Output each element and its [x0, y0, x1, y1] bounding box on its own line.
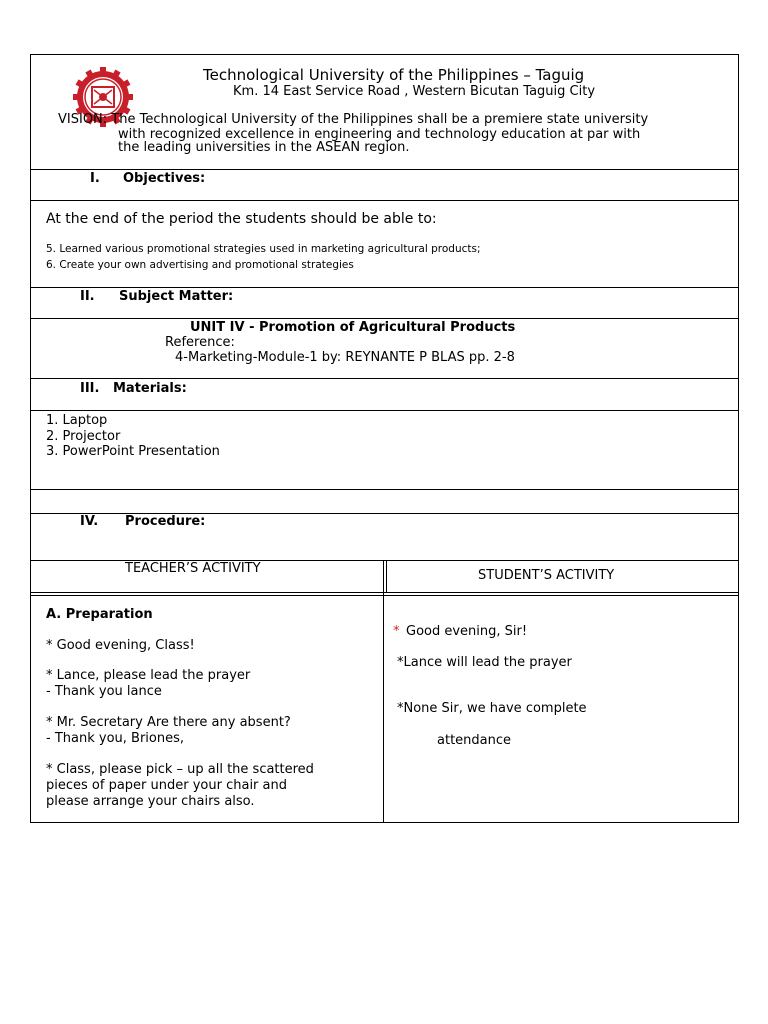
student-attendance-line: *None Sir, we have complete [397, 701, 587, 716]
university-name: Technological University of the Philippines – Taguig [203, 66, 585, 84]
teacher-activity-header: TEACHER’S ACTIVITY [125, 561, 261, 576]
student-attendance-line: attendance [437, 733, 512, 748]
teacher-cleanup-line: please arrange your chairs also. [46, 794, 255, 809]
preparation-heading: A. Preparation [46, 607, 153, 622]
university-address: Km. 14 East Service Road , Western Bicutan Taguig City [233, 84, 596, 99]
materials-heading: Materials: [113, 381, 187, 396]
material-item: 1. Laptop [46, 413, 108, 428]
vision-line-1: VISION: The Technological University of the Philippines shall be a premiere state university [58, 112, 649, 127]
objectives-intro: At the end of the period the students should be able to: [46, 211, 437, 227]
subject-number: II. [80, 289, 95, 304]
vision-line-2: with recognized excellence in engineering and technology education at par with [118, 127, 641, 142]
procedure-number: IV. [80, 514, 99, 529]
material-item: 2. Projector [46, 429, 121, 444]
teacher-prayer-line: * Lance, please lead the prayer [46, 668, 251, 683]
teacher-absent-line: - Thank you, Briones, [46, 731, 184, 746]
teacher-greeting: * Good evening, Class! [46, 638, 195, 653]
objectives-heading: Objectives: [123, 171, 206, 186]
student-activity-header: STUDENT’S ACTIVITY [478, 568, 615, 583]
teacher-absent-line: * Mr. Secretary Are there any absent? [46, 715, 291, 730]
unit-title: UNIT IV - Promotion of Agricultural Products [190, 320, 516, 335]
teacher-prayer-line: - Thank you lance [46, 684, 162, 699]
teacher-cleanup-line: * Class, please pick – up all the scattered [46, 762, 314, 777]
reference-text: 4-Marketing-Module-1 by: REYNANTE P BLAS pp. 2-8 [175, 350, 515, 365]
objectives-number: I. [90, 171, 100, 186]
teacher-cleanup-line: pieces of paper under your chair and [46, 778, 287, 793]
student-prayer: *Lance will lead the prayer [397, 655, 572, 670]
reference-label: Reference: [165, 335, 235, 350]
objective-item: 6. Create your own advertising and promotional strategies [46, 259, 354, 271]
material-item: 3. PowerPoint Presentation [46, 444, 220, 459]
vision-line-3: the leading universities in the ASEAN region. [118, 140, 410, 155]
procedure-heading: Procedure: [125, 514, 206, 529]
materials-heading-number: III. [80, 381, 100, 396]
student-greeting: Good evening, Sir! [406, 624, 528, 639]
subject-heading: Subject Matter: [119, 289, 234, 304]
objective-item: 5. Learned various promotional strategies used in marketing agricultural products; [46, 243, 481, 255]
red-asterisk: * [393, 624, 400, 639]
